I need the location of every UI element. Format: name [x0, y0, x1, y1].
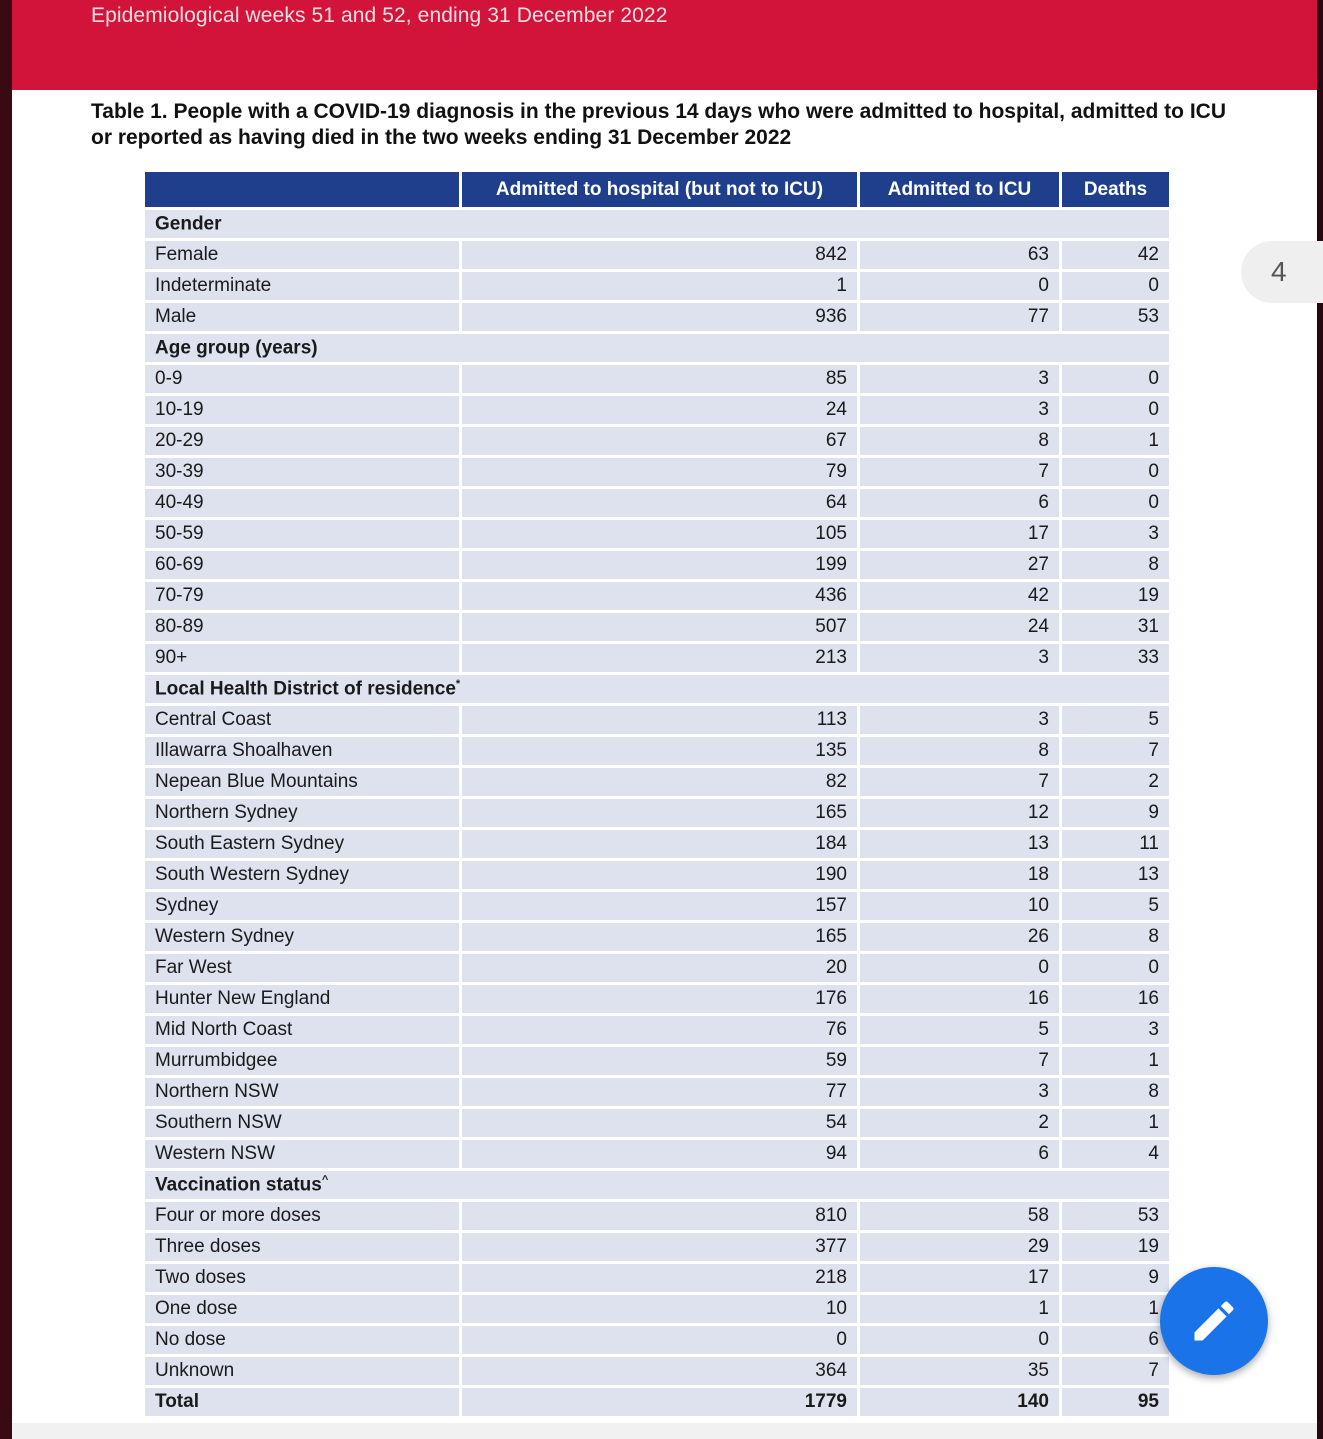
icu-value: 18	[857, 858, 1059, 889]
row-label: 10-19	[145, 393, 459, 424]
deaths-value: 0	[1059, 486, 1169, 517]
row-label: Unknown	[145, 1354, 459, 1385]
hospital-value: 105	[459, 517, 857, 548]
total-row-label: Total	[145, 1385, 459, 1416]
row-label: Western Sydney	[145, 920, 459, 951]
hospital-value: 165	[459, 920, 857, 951]
hospital-value: 842	[459, 238, 857, 269]
row-label: Indeterminate	[145, 269, 459, 300]
table-row	[145, 765, 1169, 796]
row-label: 50-59	[145, 517, 459, 548]
hospital-value: 67	[459, 424, 857, 455]
covid-admissions-table	[145, 172, 1169, 1416]
section-label-cell	[145, 331, 1169, 362]
hospital-value: 377	[459, 1230, 857, 1261]
deaths-value: 0	[1059, 269, 1169, 300]
icu-value: 7	[857, 765, 1059, 796]
icu-value: 58	[857, 1199, 1059, 1230]
row-label: Female	[145, 238, 459, 269]
deaths-value: 0	[1059, 951, 1169, 982]
banner-subtitle: Epidemiological weeks 51 and 52, ending 31 December 2022	[91, 4, 668, 27]
row-label: South Eastern Sydney	[145, 827, 459, 858]
icu-value: 13	[857, 827, 1059, 858]
icu-value: 5	[857, 1013, 1059, 1044]
table-row	[145, 238, 1169, 269]
deaths-value: 7	[1059, 734, 1169, 765]
table-row	[145, 889, 1169, 920]
icu-value: 17	[857, 1261, 1059, 1292]
row-label: Male	[145, 300, 459, 331]
row-label: Southern NSW	[145, 1106, 459, 1137]
icu-value: 7	[857, 455, 1059, 486]
hospital-value: 85	[459, 362, 857, 393]
table-row	[145, 827, 1169, 858]
table-row	[145, 300, 1169, 331]
deaths-value: 2	[1059, 765, 1169, 796]
hospital-value: 184	[459, 827, 857, 858]
section-header-row	[145, 207, 1169, 238]
icu-value: 35	[857, 1354, 1059, 1385]
icu-value: 0	[857, 951, 1059, 982]
section-footnote-marker: ^	[321, 1173, 329, 1186]
deaths-value: 19	[1059, 579, 1169, 610]
total-deaths-value: 95	[1059, 1385, 1169, 1416]
hospital-value: 1	[459, 269, 857, 300]
table-row	[145, 734, 1169, 765]
deaths-value: 4	[1059, 1137, 1169, 1168]
table-caption: Table 1. People with a COVID-19 diagnosis in the previous 14 days who were admitted to hospital, admitted to ICU or reported as having died in the two weeks ending 31 December 2022	[91, 100, 1226, 149]
hospital-value: 10	[459, 1292, 857, 1323]
icu-value: 24	[857, 610, 1059, 641]
deaths-value: 5	[1059, 889, 1169, 920]
hospital-value: 113	[459, 703, 857, 734]
deaths-value: 42	[1059, 238, 1169, 269]
row-label: 80-89	[145, 610, 459, 641]
row-label: Far West	[145, 951, 459, 982]
page-bottom-gutter	[12, 1423, 1317, 1439]
row-label: One dose	[145, 1292, 459, 1323]
section-label-cell	[145, 672, 1169, 703]
row-label: Illawarra Shoalhaven	[145, 734, 459, 765]
row-label: 70-79	[145, 579, 459, 610]
hospital-value: 218	[459, 1261, 857, 1292]
icu-value: 6	[857, 486, 1059, 517]
hospital-value: 64	[459, 486, 857, 517]
table-row	[145, 1106, 1169, 1137]
hospital-value: 0	[459, 1323, 857, 1354]
icu-value: 29	[857, 1230, 1059, 1261]
deaths-value: 9	[1059, 796, 1169, 827]
hospital-value: 364	[459, 1354, 857, 1385]
row-label: Central Coast	[145, 703, 459, 734]
hospital-value: 79	[459, 455, 857, 486]
deaths-value: 8	[1059, 548, 1169, 579]
table-row	[145, 1199, 1169, 1230]
table-row	[145, 1354, 1169, 1385]
deaths-value: 53	[1059, 1199, 1169, 1230]
deaths-value: 19	[1059, 1230, 1169, 1261]
row-label: Western NSW	[145, 1137, 459, 1168]
row-label: 0-9	[145, 362, 459, 393]
row-label: 90+	[145, 641, 459, 672]
icu-value: 42	[857, 579, 1059, 610]
hospital-value: 59	[459, 1044, 857, 1075]
icu-value: 2	[857, 1106, 1059, 1137]
total-icu-value: 140	[857, 1385, 1059, 1416]
row-label: Sydney	[145, 889, 459, 920]
table-row	[145, 362, 1169, 393]
header-cell-icu: Admitted to ICU	[857, 172, 1059, 207]
table-row	[145, 1261, 1169, 1292]
deaths-value: 1	[1059, 1044, 1169, 1075]
hospital-value: 190	[459, 858, 857, 889]
table-row	[145, 920, 1169, 951]
page-number-indicator: 4	[1241, 241, 1323, 303]
table-row	[145, 1013, 1169, 1044]
icu-value: 3	[857, 393, 1059, 424]
table-row	[145, 517, 1169, 548]
hospital-value: 54	[459, 1106, 857, 1137]
icu-value: 7	[857, 1044, 1059, 1075]
icu-value: 12	[857, 796, 1059, 827]
hospital-value: 199	[459, 548, 857, 579]
row-label: 30-39	[145, 455, 459, 486]
section-label-cell	[145, 207, 1169, 238]
hospital-value: 157	[459, 889, 857, 920]
icu-value: 16	[857, 982, 1059, 1013]
header-cell-category	[145, 172, 459, 207]
section-header-row	[145, 1168, 1169, 1199]
deaths-value: 7	[1059, 1354, 1169, 1385]
table-row	[145, 1044, 1169, 1075]
report-banner	[12, 0, 1317, 90]
table-row	[145, 858, 1169, 889]
hospital-value: 82	[459, 765, 857, 796]
deaths-value: 11	[1059, 827, 1169, 858]
row-label: Nepean Blue Mountains	[145, 765, 459, 796]
section-label: Gender	[155, 213, 222, 235]
section-label-cell	[145, 1168, 1169, 1199]
table-row	[145, 796, 1169, 827]
row-label: South Western Sydney	[145, 858, 459, 889]
row-label: Four or more doses	[145, 1199, 459, 1230]
hospital-value: 135	[459, 734, 857, 765]
row-label: 60-69	[145, 548, 459, 579]
table-row	[145, 393, 1169, 424]
icu-value: 3	[857, 1075, 1059, 1106]
icu-value: 0	[857, 269, 1059, 300]
total-row	[145, 1385, 1169, 1416]
deaths-value: 3	[1059, 1013, 1169, 1044]
table-row	[145, 951, 1169, 982]
icu-value: 0	[857, 1323, 1059, 1354]
deaths-value: 3	[1059, 517, 1169, 548]
row-label: 20-29	[145, 424, 459, 455]
row-label: Mid North Coast	[145, 1013, 459, 1044]
hospital-value: 77	[459, 1075, 857, 1106]
icu-value: 3	[857, 641, 1059, 672]
table-row	[145, 455, 1169, 486]
icu-value: 8	[857, 734, 1059, 765]
table-row	[145, 641, 1169, 672]
icu-value: 8	[857, 424, 1059, 455]
icu-value: 1	[857, 1292, 1059, 1323]
total-hospital-value: 1779	[459, 1385, 857, 1416]
deaths-value: 53	[1059, 300, 1169, 331]
section-label: Vaccination status	[155, 1174, 322, 1196]
table-row	[145, 610, 1169, 641]
hospital-value: 165	[459, 796, 857, 827]
table-row	[145, 1230, 1169, 1261]
table-body	[145, 207, 1169, 1416]
hospital-value: 20	[459, 951, 857, 982]
row-label: Two doses	[145, 1261, 459, 1292]
hospital-value: 94	[459, 1137, 857, 1168]
document-page	[12, 0, 1317, 1423]
deaths-value: 0	[1059, 393, 1169, 424]
hospital-value: 936	[459, 300, 857, 331]
deaths-value: 9	[1059, 1261, 1169, 1292]
row-label: 40-49	[145, 486, 459, 517]
deaths-value: 33	[1059, 641, 1169, 672]
deaths-value: 1	[1059, 1106, 1169, 1137]
row-label: No dose	[145, 1323, 459, 1354]
row-label: Three doses	[145, 1230, 459, 1261]
header-cell-deaths: Deaths	[1059, 172, 1169, 207]
deaths-value: 6	[1059, 1323, 1169, 1354]
hospital-value: 213	[459, 641, 857, 672]
table-row	[145, 703, 1169, 734]
table-row	[145, 1137, 1169, 1168]
icu-value: 3	[857, 703, 1059, 734]
deaths-value: 0	[1059, 455, 1169, 486]
hospital-value: 76	[459, 1013, 857, 1044]
table-row	[145, 1323, 1169, 1354]
section-footnote-marker: *	[455, 677, 461, 690]
table-row	[145, 548, 1169, 579]
hospital-value: 436	[459, 579, 857, 610]
section-label: Local Health District of residence	[155, 678, 456, 700]
icu-value: 6	[857, 1137, 1059, 1168]
deaths-value: 1	[1059, 1292, 1169, 1323]
deaths-value: 8	[1059, 920, 1169, 951]
deaths-value: 16	[1059, 982, 1169, 1013]
section-label: Age group (years)	[155, 337, 318, 359]
table-header-row	[145, 172, 1169, 207]
icu-value: 26	[857, 920, 1059, 951]
icu-value: 3	[857, 362, 1059, 393]
table-row	[145, 269, 1169, 300]
deaths-value: 8	[1059, 1075, 1169, 1106]
row-label: Northern NSW	[145, 1075, 459, 1106]
hospital-value: 507	[459, 610, 857, 641]
section-header-row	[145, 331, 1169, 362]
edit-fab-button[interactable]	[1160, 1267, 1268, 1375]
table-row	[145, 982, 1169, 1013]
table-row	[145, 424, 1169, 455]
icu-value: 10	[857, 889, 1059, 920]
row-label: Murrumbidgee	[145, 1044, 459, 1075]
deaths-value: 13	[1059, 858, 1169, 889]
hospital-value: 176	[459, 982, 857, 1013]
deaths-value: 1	[1059, 424, 1169, 455]
row-label: Northern Sydney	[145, 796, 459, 827]
pencil-edit-icon	[1188, 1295, 1240, 1347]
deaths-value: 31	[1059, 610, 1169, 641]
deaths-value: 5	[1059, 703, 1169, 734]
viewer-edge	[1317, 0, 1323, 1439]
row-label: Hunter New England	[145, 982, 459, 1013]
icu-value: 27	[857, 548, 1059, 579]
deaths-value: 0	[1059, 362, 1169, 393]
hospital-value: 24	[459, 393, 857, 424]
table-row	[145, 1075, 1169, 1106]
header-cell-hospital: Admitted to hospital (but not to ICU)	[459, 172, 857, 207]
table-row	[145, 486, 1169, 517]
section-header-row	[145, 672, 1169, 703]
icu-value: 63	[857, 238, 1059, 269]
hospital-value: 810	[459, 1199, 857, 1230]
icu-value: 77	[857, 300, 1059, 331]
table-row	[145, 1292, 1169, 1323]
table-row	[145, 579, 1169, 610]
icu-value: 17	[857, 517, 1059, 548]
